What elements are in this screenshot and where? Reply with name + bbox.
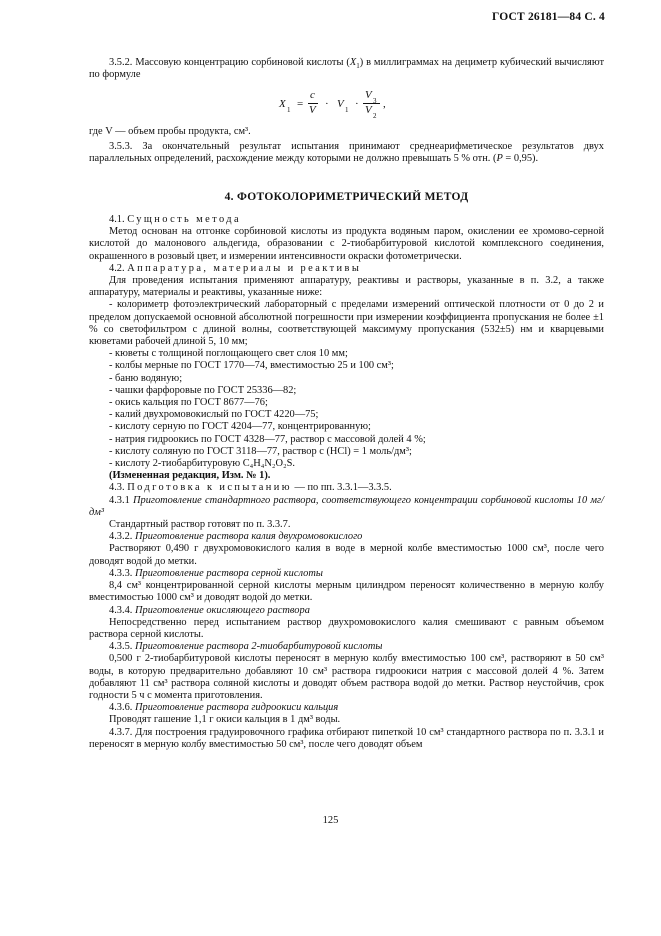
section-title: 4. ФОТОКОЛОРИМЕТРИЧЕСКИЙ МЕТОД (224, 191, 469, 203)
page-header: ГОСТ 26181—84 С. 4 (492, 11, 605, 23)
para-3-5-2: 3.5.2. Массовую концентрацию сорбиновой кислоты $(X_1)$ в миллиграммах на дециметр кубический вычисляют по формуле (89, 57, 604, 81)
para-4-2: Для проведения испытания применяют аппаратуру, реактивы и растворы, указанные в п. 3.2, а также аппаратуру, материалы и реактивы, указанные ниже: (89, 275, 604, 299)
list-item: - колбы мерные по ГОСТ 1770—74, вместимостью 25 и 100 см³; (109, 360, 394, 372)
list-item: - кислоту 2-тиобарбитуровую C₄H₄N₂O₂S. (109, 458, 296, 470)
list-item: - баню водяную; (109, 372, 183, 384)
list-item: - кислоту серную по ГОСТ 4204—77, концентрированную; (109, 421, 371, 433)
list-item: - кислоту соляную по ГОСТ 3118—77, раствор c (HCl) = 1 моль/дм³; (109, 445, 412, 457)
formula-x1: X 1 = c V · V 1 · V 3 V 2 , (279, 89, 386, 120)
para-4-3-7: 4.3.7. Для построения градуировочного графика отбирают пипеткой 10 см³ стандартного раствора по п. 3.3.1 и переносят в мерную колбу вместимостью 50 см³, после чего доводят объем (89, 726, 604, 750)
equipment-list (89, 299, 604, 470)
list-item: - калий двухромовокислый по ГОСТ 4220—75; (109, 409, 319, 421)
formula-legend: где V — объем пробы продукта, см³. (89, 126, 251, 137)
section-4-body: 4.1. Сущность метода Метод основан на отгонке сорбиновой кислоты из продукта водяным паром, окислении ее хромово-серной кислотой до малонового альдегида, образовании с 2-тиобарбитуровой кислотой комплексного соединения, окрашенного в розовый цвет, и измерении интенсивности окраски фотометрически. 4.2. Аппаратура, материалы и реактивы Для проведения испытания применяют аппаратуру, реактивы и растворы, указанные в п. 3.2, а также аппаратуру, материалы и реактивы, указанные ниже: - колориметр фотоэлектрический лабораторный с пределами измерений оптической плотности от 0 до 2 и пределом допускаемой основной абсолютной погрешности при измерении коэффициента пропускания не более ±1 % со светофильтром с длиной волны, соответствующей максимуму пропускания (532±5) нм и кварцевыми кюветами рабочей длиной 5, 10 мм; - кюветы с толщиной поглощающего свет слоя 10 мм; - колбы мерные по ГОСТ 1770—74, вместимостью 25 и 100 см³; - баню водяную; - чашки фарфоровые по ГОСТ 25336—82; - окись кальция по ГОСТ 8677—76; - калий двухромовокислый по ГОСТ 4220—75; - кислоту серную по ГОСТ 4204—77, концентрированную; - натрия гидроокись по ГОСТ 4328—77, раствор с массовой долей 4 %; - кислоту соляную по ГОСТ 3118—77, раствор c (HCl) = 1 моль/дм³; - кислоту 2-тиобарбитуровую C₄H₄N₂O₂S. (Измененная редакция, Изм. № 1). 4.3. Подготовка к испытанию — по пп. 3.3.1—3.3.5. 4.3.1 Приготовление стандартного раствора, соответствующего концентрации сорбиновой кислоты 10 мг/дм³ Стандартный раствор готовят по п. 3.3.7. 4.3.2. Приготовление раствора калия двухромовокислого Растворяют 0,490 г двухромовокислого калия в воде в мерной колбе вместимостью 1000 см³, после чего доводят водой до метки. 4.3.3. Приготовление раствора серной кислоты 8,4 см³ концентрированной серной кислоты мерным цилиндром переносят количественно в мерную колбу вместимостью 1000 см³ и доводят водой до метки. 4.3.4. Приготовление окисляющего раствора Непосредственно перед испытанием раствор двухромовокислого калия смешивают с равным объемом раствора серной кислоты. 4.3.5. Приготовление раствора 2-тиобарбитуровой кислоты 0,500 г 2-тиобарбитуровой кислоты переносят в мерную колбу вместимостью 100 см³, растворяют в 50 см³ воды, в которую предварительно добавляют 10 см³ раствора гидроокиси натрия с массовой долей 4 %. Затем добавляют 11 см³ раствора соляной кислоты и доводят объем раствора водой до метки. Раствор неустойчив, срок годности 5 ч с момента приготовления. 4.3.6. Приготовление раствора гидроокиси кальция Проводят гашение 1,1 г окиси кальция в 1 дм³ воды. 4.3.7. Для построения градуировочного графика отбирают пипеткой 10 см³ стандартного раствора по п. 3.3.1 и переносят в мерную колбу вместимостью 50 см³, после чего доводят объем (89, 214, 604, 750)
para-4-1: Метод основан на отгонке сорбиновой кислоты из продукта водяным паром, окислении ее хромово-серной кислотой до малонового альдегида, образовании с 2-тиобарбитуровой кислотой комплексного соединения, окрашенного в розовый цвет, и измерении интенсивности окраски фотометрически. (89, 226, 604, 262)
amendment-note: (Измененная редакция, Изм. № 1). (109, 470, 271, 482)
list-item: - чашки фарфоровые по ГОСТ 25336—82; (109, 384, 297, 396)
list-item: - натрия гидроокись по ГОСТ 4328—77, раствор с массовой долей 4 %; (109, 433, 426, 445)
list-item: - колориметр фотоэлектрический лабораторный с пределами измерений оптической плотности от 0 до 2 и пределом допускаемой основной абсолютной погрешности при измерении коэффициента пропускания не более ±1 % со светофильтром с длиной волны, соответствующей максимуму пропускания (532±5) нм и кварцевыми кюветами рабочей длиной 5, 10 мм; (89, 299, 604, 348)
page-number: 125 (322, 815, 339, 826)
list-item: - окись кальция по ГОСТ 8677—76; (109, 397, 268, 409)
para-4-3-1-title: 4.3.1 Приготовление стандартного раствора, соответствующего концентрации сорбиновой кислоты 10 мг/дм³ (89, 494, 604, 518)
list-item: - кюветы с толщиной поглощающего свет слоя 10 мм; (109, 348, 348, 360)
para-3-5-3: 3.5.3. За окончательный результат испытания принимают среднеарифметическое результатов двух параллельных определений, расхождение между которыми не должно превышать 5 % отн. (P = 0,95). (89, 141, 604, 165)
